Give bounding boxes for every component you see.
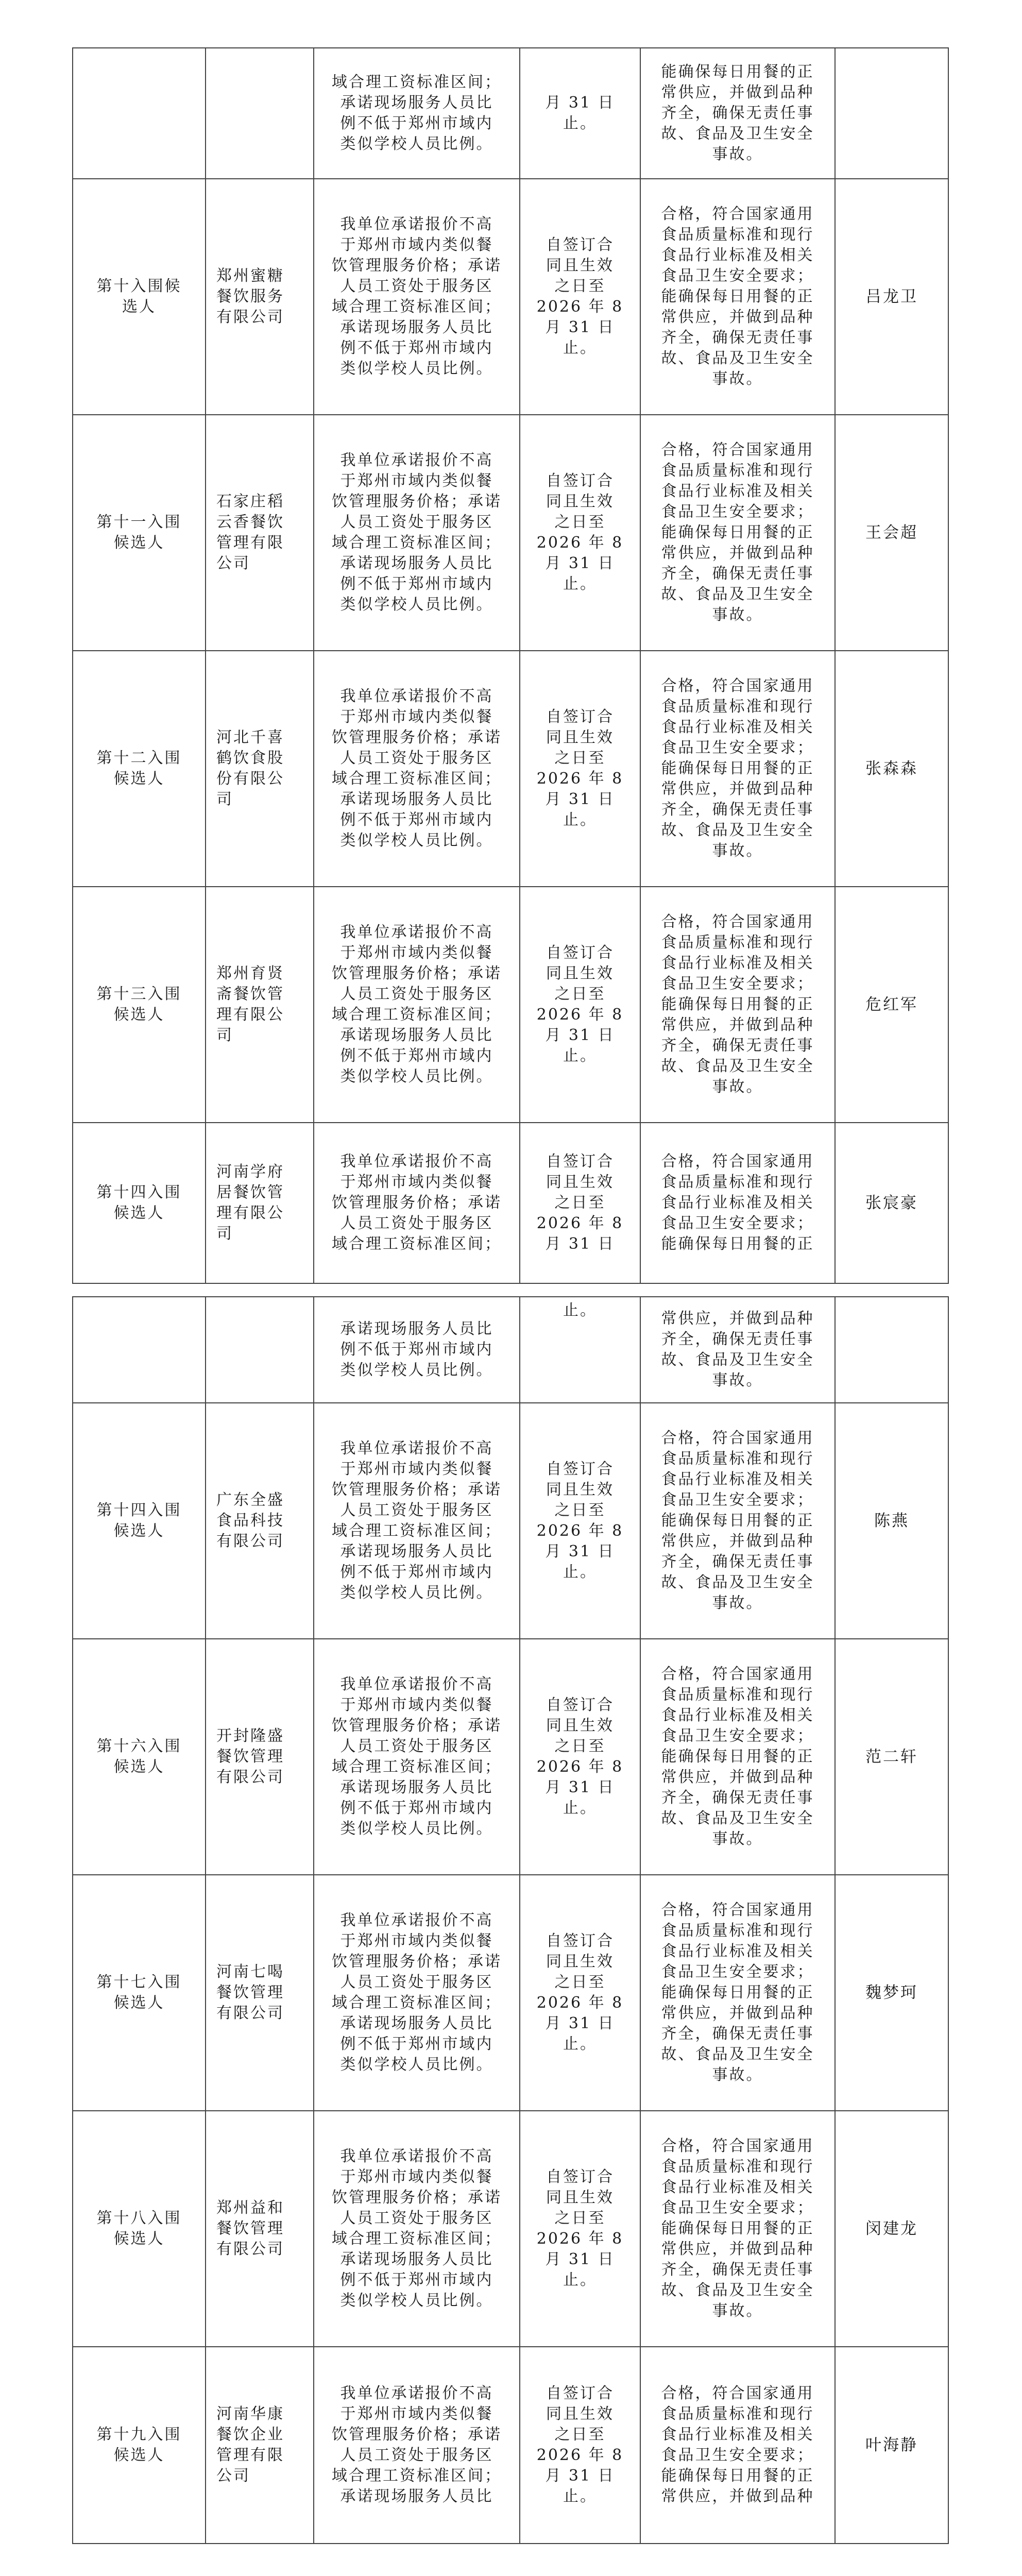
project-manager: 王会超	[835, 415, 948, 651]
candidate-rank: 第十六入围 候选人	[73, 1639, 206, 1875]
table-row	[73, 2347, 948, 2544]
company-name: 开封隆盛 餐饮管理 有限公司	[206, 1639, 314, 1875]
table-row	[73, 179, 948, 415]
project-manager: 魏梦珂	[835, 1875, 948, 2111]
service-term: 自签订合 同且生效 之日至 2026 年 8 月 31 日 止。	[520, 415, 640, 651]
company-name: 郑州育贤 斋餐饮管 理有限公 司	[206, 887, 314, 1123]
quality-commitment: 合格，符合国家通用 食品质量标准和现行 食品行业标准及相关 食品卫生安全要求； 能确保每日用餐的正 常供应，并做到品种 齐全，确保无责任事 故、食品及卫生安全 事故。	[640, 651, 835, 887]
service-term: 自签订合 同且生效 之日至 2026 年 8 月 31 日 止。	[520, 2347, 640, 2544]
price-pledge: 我单位承诺报价不高 于郑州市域内类似餐 饮管理服务价格；承诺 人员工资处于服务区 域合理工资标准区间； 承诺现场服务人员比 例不低于郑州市域内 类似学校人员比例。	[314, 415, 520, 651]
company-name: 广东全盛 食品科技 有限公司	[206, 1403, 314, 1639]
service-term: 自签订合 同且生效 之日至 2026 年 8 月 31 日 止。	[520, 179, 640, 415]
price-pledge: 我单位承诺报价不高 于郑州市域内类似餐 饮管理服务价格；承诺 人员工资处于服务区 域合理工资标准区间； 承诺现场服务人员比	[314, 2347, 520, 2544]
quality-commitment: 合格，符合国家通用 食品质量标准和现行 食品行业标准及相关 食品卫生安全要求； 能确保每日用餐的正 常供应，并做到品种 齐全，确保无责任事 故、食品及卫生安全 事故。	[640, 887, 835, 1123]
candidate-rank: 第十九入围 候选人	[73, 2347, 206, 2544]
company-name: 河南七喝 餐饮管理 有限公司	[206, 1875, 314, 2111]
candidate-table-part-2	[72, 1296, 949, 2544]
price-pledge: 我单位承诺报价不高 于郑州市域内类似餐 饮管理服务价格；承诺 人员工资处于服务区 域合理工资标准区间； 承诺现场服务人员比 例不低于郑州市域内 类似学校人员比例。	[314, 1875, 520, 2111]
project-manager: 叶海静	[835, 2347, 948, 2544]
table-row	[73, 1297, 948, 1403]
table-row	[73, 651, 948, 887]
candidate-rank: 第十三入围 候选人	[73, 887, 206, 1123]
table-row	[73, 48, 948, 179]
candidate-rank: 第十入围候 选人	[73, 179, 206, 415]
project-manager: 闵建龙	[835, 2111, 948, 2347]
table-body	[73, 48, 948, 1283]
price-pledge: 我单位承诺报价不高 于郑州市域内类似餐 饮管理服务价格；承诺 人员工资处于服务区 域合理工资标准区间； 承诺现场服务人员比 例不低于郑州市域内 类似学校人员比例。	[314, 2111, 520, 2347]
service-term: 自签订合 同且生效 之日至 2026 年 8 月 31 日 止。	[520, 1875, 640, 2111]
quality-commitment: 合格，符合国家通用 食品质量标准和现行 食品行业标准及相关 食品卫生安全要求； 能确保每日用餐的正 常供应，并做到品种 齐全，确保无责任事 故、食品及卫生安全 事故。	[640, 1639, 835, 1875]
project-manager	[835, 48, 948, 179]
project-manager: 张宸豪	[835, 1123, 948, 1283]
price-pledge: 我单位承诺报价不高 于郑州市域内类似餐 饮管理服务价格；承诺 人员工资处于服务区 域合理工资标准区间； 承诺现场服务人员比 例不低于郑州市域内 类似学校人员比例。	[314, 1639, 520, 1875]
company-name: 郑州蜜糖 餐饮服务 有限公司	[206, 179, 314, 415]
service-term: 自签订合 同且生效 之日至 2026 年 8 月 31 日	[520, 1123, 640, 1283]
service-term: 止。	[520, 1297, 640, 1403]
candidate-rank	[73, 1297, 206, 1403]
price-pledge: 我单位承诺报价不高 于郑州市域内类似餐 饮管理服务价格；承诺 人员工资处于服务区 域合理工资标准区间； 承诺现场服务人员比 例不低于郑州市域内 类似学校人员比例。	[314, 1403, 520, 1639]
service-term: 自签订合 同且生效 之日至 2026 年 8 月 31 日 止。	[520, 1403, 640, 1639]
project-manager	[835, 1297, 948, 1403]
table-row	[73, 415, 948, 651]
company-name	[206, 48, 314, 179]
service-term: 自签订合 同且生效 之日至 2026 年 8 月 31 日 止。	[520, 887, 640, 1123]
project-manager: 范二轩	[835, 1639, 948, 1875]
price-pledge: 我单位承诺报价不高 于郑州市域内类似餐 饮管理服务价格；承诺 人员工资处于服务区 域合理工资标准区间； 承诺现场服务人员比 例不低于郑州市域内 类似学校人员比例。	[314, 651, 520, 887]
candidate-rank: 第十一入围 候选人	[73, 415, 206, 651]
quality-commitment: 合格，符合国家通用 食品质量标准和现行 食品行业标准及相关 食品卫生安全要求； 能确保每日用餐的正 常供应，并做到品种 齐全，确保无责任事 故、食品及卫生安全 事故。	[640, 415, 835, 651]
quality-commitment: 合格，符合国家通用 食品质量标准和现行 食品行业标准及相关 食品卫生安全要求； 能确保每日用餐的正	[640, 1123, 835, 1283]
quality-commitment: 合格，符合国家通用 食品质量标准和现行 食品行业标准及相关 食品卫生安全要求； 能确保每日用餐的正 常供应，并做到品种	[640, 2347, 835, 2544]
price-pledge: 我单位承诺报价不高 于郑州市域内类似餐 饮管理服务价格；承诺 人员工资处于服务区 域合理工资标准区间； 承诺现场服务人员比 例不低于郑州市域内 类似学校人员比例。	[314, 179, 520, 415]
candidate-rank: 第十八入围 候选人	[73, 2111, 206, 2347]
quality-commitment: 能确保每日用餐的正 常供应，并做到品种 齐全，确保无责任事 故、食品及卫生安全 事故。	[640, 48, 835, 179]
project-manager: 张森森	[835, 651, 948, 887]
table-row	[73, 1403, 948, 1639]
candidate-rank: 第十二入围 候选人	[73, 651, 206, 887]
company-name: 石家庄稻 云香餐饮 管理有限 公司	[206, 415, 314, 651]
project-manager: 吕龙卫	[835, 179, 948, 415]
price-pledge: 我单位承诺报价不高 于郑州市域内类似餐 饮管理服务价格；承诺 人员工资处于服务区 域合理工资标准区间；	[314, 1123, 520, 1283]
table-row	[73, 1123, 948, 1283]
service-term: 月 31 日 止。	[520, 48, 640, 179]
company-name: 河南学府 居餐饮管 理有限公 司	[206, 1123, 314, 1283]
candidate-rank: 第十七入围 候选人	[73, 1875, 206, 2111]
price-pledge: 域合理工资标准区间； 承诺现场服务人员比 例不低于郑州市域内 类似学校人员比例。	[314, 48, 520, 179]
company-name	[206, 1297, 314, 1403]
table-row	[73, 1875, 948, 2111]
project-manager: 陈燕	[835, 1403, 948, 1639]
candidate-table-part-1	[72, 47, 949, 1284]
table-row	[73, 1639, 948, 1875]
candidate-rank: 第十四入围 候选人	[73, 1123, 206, 1283]
service-term: 自签订合 同且生效 之日至 2026 年 8 月 31 日 止。	[520, 651, 640, 887]
company-name: 郑州益和 餐饮管理 有限公司	[206, 2111, 314, 2347]
company-name: 河北千喜 鹤饮食股 份有限公 司	[206, 651, 314, 887]
table-row	[73, 887, 948, 1123]
company-name: 河南华康 餐饮企业 管理有限 公司	[206, 2347, 314, 2544]
candidate-rank: 第十四入围 候选人	[73, 1403, 206, 1639]
service-term: 自签订合 同且生效 之日至 2026 年 8 月 31 日 止。	[520, 1639, 640, 1875]
service-term: 自签订合 同且生效 之日至 2026 年 8 月 31 日 止。	[520, 2111, 640, 2347]
table-row	[73, 2111, 948, 2347]
quality-commitment: 合格，符合国家通用 食品质量标准和现行 食品行业标准及相关 食品卫生安全要求； 能确保每日用餐的正 常供应，并做到品种 齐全，确保无责任事 故、食品及卫生安全 事故。	[640, 1875, 835, 2111]
project-manager: 危红军	[835, 887, 948, 1123]
price-pledge: 我单位承诺报价不高 于郑州市域内类似餐 饮管理服务价格；承诺 人员工资处于服务区 域合理工资标准区间； 承诺现场服务人员比 例不低于郑州市域内 类似学校人员比例。	[314, 887, 520, 1123]
quality-commitment: 合格，符合国家通用 食品质量标准和现行 食品行业标准及相关 食品卫生安全要求； 能确保每日用餐的正 常供应，并做到品种 齐全，确保无责任事 故、食品及卫生安全 事故。	[640, 1403, 835, 1639]
table-body	[73, 1297, 948, 2544]
quality-commitment: 合格，符合国家通用 食品质量标准和现行 食品行业标准及相关 食品卫生安全要求； 能确保每日用餐的正 常供应，并做到品种 齐全，确保无责任事 故、食品及卫生安全 事故。	[640, 179, 835, 415]
quality-commitment: 合格，符合国家通用 食品质量标准和现行 食品行业标准及相关 食品卫生安全要求； 能确保每日用餐的正 常供应，并做到品种 齐全，确保无责任事 故、食品及卫生安全 事故。	[640, 2111, 835, 2347]
quality-commitment: 常供应，并做到品种 齐全，确保无责任事 故、食品及卫生安全 事故。	[640, 1297, 835, 1403]
price-pledge: 承诺现场服务人员比 例不低于郑州市域内 类似学校人员比例。	[314, 1297, 520, 1403]
candidate-rank	[73, 48, 206, 179]
